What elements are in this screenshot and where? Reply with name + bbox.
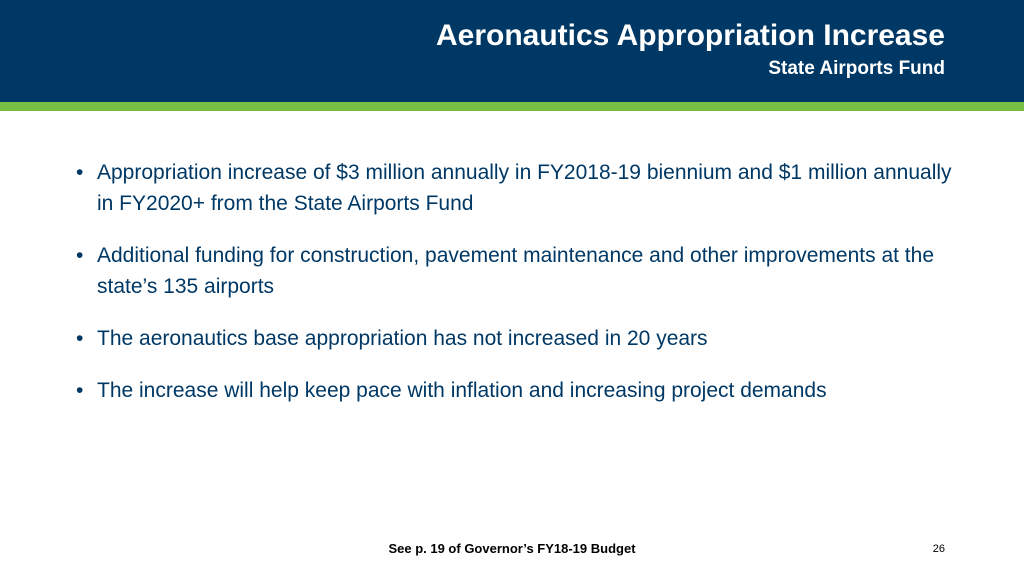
bullet-item: • The aeronautics base appropriation has not increased in 20 years	[76, 323, 956, 354]
bullet-item: • The increase will help keep pace with inflation and increasing project demands	[76, 375, 956, 406]
slide-title: Aeronautics Appropriation Increase	[435, 19, 945, 52]
bullet-item: • Additional funding for construction, pavement maintenance and other improvements at the state’s 135 airports	[76, 240, 956, 302]
slide-subtitle: State Airports Fund	[768, 58, 945, 79]
page-number: 26	[932, 543, 945, 555]
header-accent-stripe	[0, 102, 1024, 111]
footer-source-note: See p. 19 of Governor’s FY18-19 Budget	[388, 541, 636, 556]
header-bar	[0, 0, 1024, 102]
bullet-list	[76, 157, 956, 427]
bullet-item: • Appropriation increase of $3 million annually in FY2018-19 biennium and $1 million annually in FY2020+ from the State Airports Fund	[76, 157, 956, 219]
